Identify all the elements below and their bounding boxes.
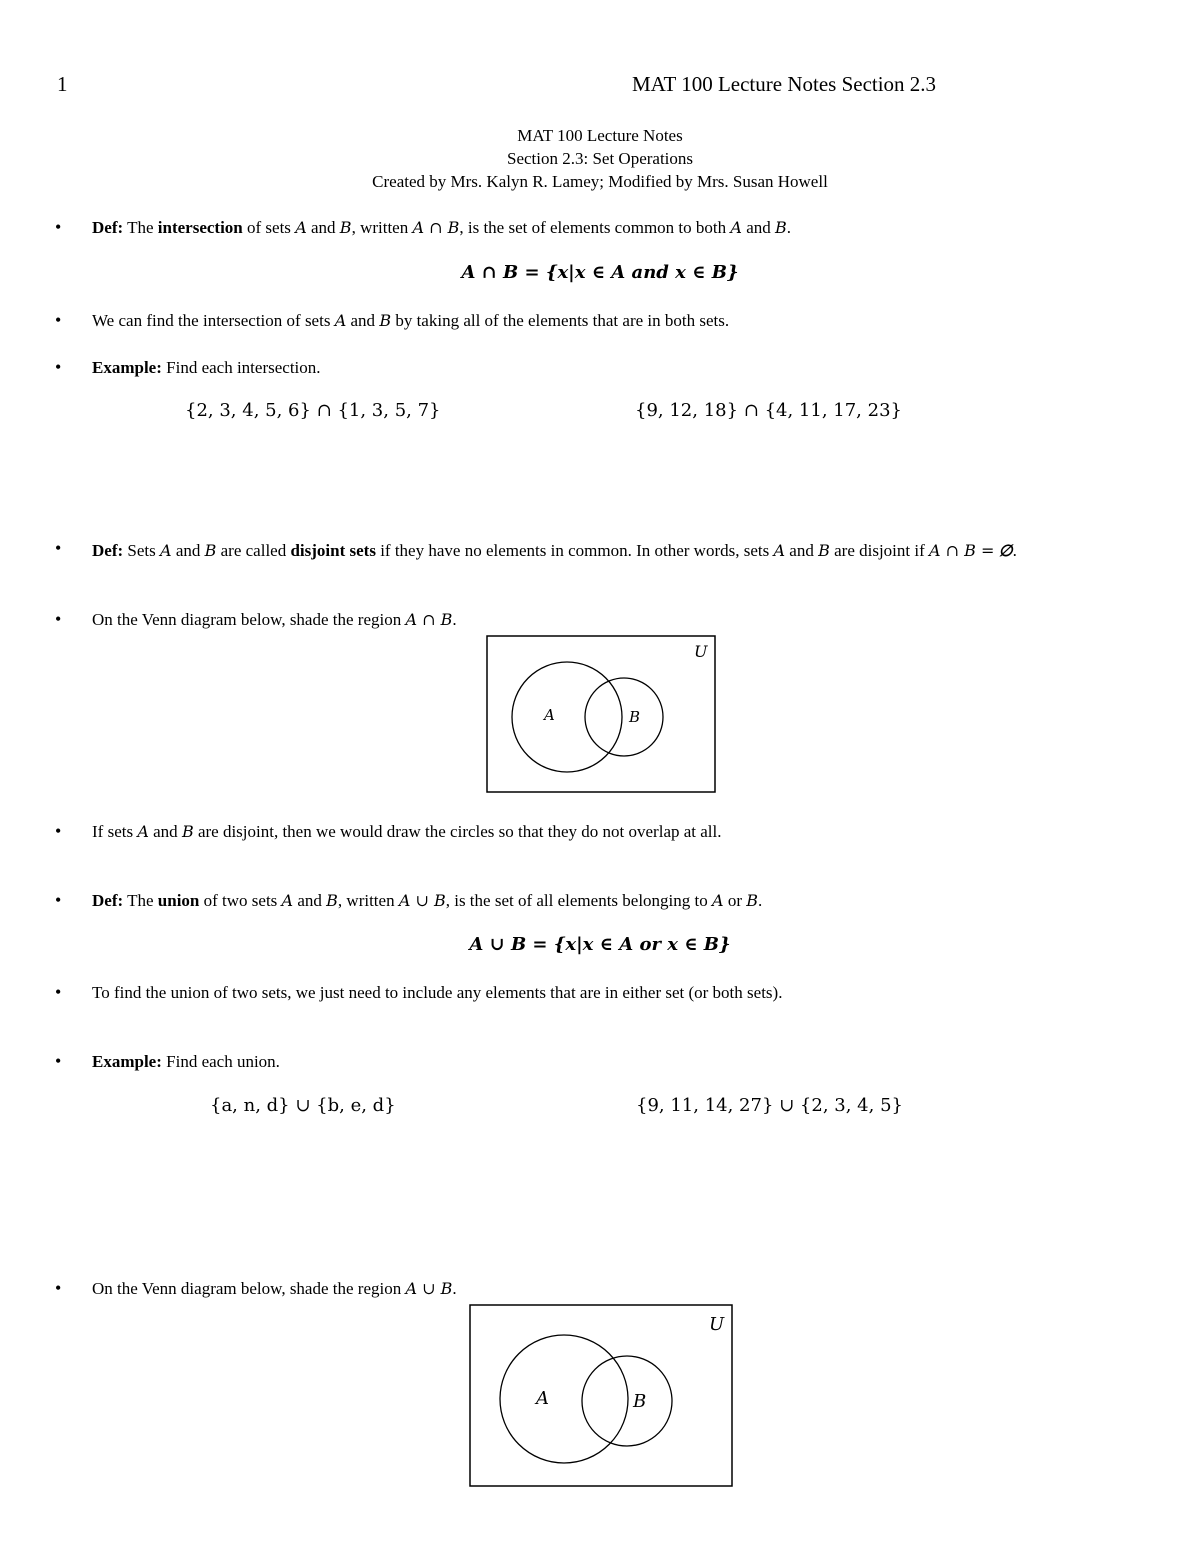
circle-b <box>585 678 663 756</box>
doc-section-title: Section 2.3: Set Operations <box>506 149 694 168</box>
disjoint-note: If sets A and B are disjoint, then we would draw the circles so that they do not overlap at all. <box>92 822 722 841</box>
universe-rectangle <box>487 636 715 792</box>
venn-diagram-union <box>469 1304 735 1489</box>
intersection-problem-2: {9, 12, 18} ∩ {4, 11, 17, 23} <box>635 400 902 421</box>
bullet: • <box>55 1278 62 1298</box>
venn-intersection-prompt: On the Venn diagram below, shade the region A ∩ B. <box>92 610 457 629</box>
circle-a <box>500 1335 628 1463</box>
universe-label: U <box>709 1314 725 1335</box>
intersection-definition: Def: The intersection of sets A and B, written A ∩ B, is the set of elements common to both A and B. <box>92 218 791 237</box>
bullet: • <box>55 538 62 558</box>
universe-rectangle <box>470 1305 732 1486</box>
bullet: • <box>55 890 62 910</box>
bullet: • <box>55 821 62 841</box>
example-union-heading: Example: Find each union. <box>92 1052 280 1071</box>
bullet: • <box>55 217 62 237</box>
intersection-howto: We can find the intersection of sets A and B by taking all of the elements that are in both sets. <box>92 311 730 330</box>
union-problem-2: {9, 11, 14, 27} ∪ {2, 3, 4, 5} <box>636 1095 903 1116</box>
venn-union-prompt: On the Venn diagram below, shade the region A ∪ B. <box>92 1279 457 1298</box>
bullet: • <box>55 310 62 330</box>
union-problem-1: {a, n, d} ∪ {b, e, d} <box>210 1095 396 1116</box>
union-definition: Def: The union of two sets A and B, written A ∪ B, is the set of all elements belonging to A or B. <box>92 891 763 910</box>
doc-title: MAT 100 Lecture Notes <box>517 126 683 145</box>
universe-label: U <box>694 642 708 661</box>
disjoint-definition: Def: Sets A and B are called disjoint sets if they have no elements in common. In other words, sets A and B are disjoint if A ∩ B = ∅. <box>92 541 1017 560</box>
bullet: • <box>55 982 62 1002</box>
doc-credits: Created by Mrs. Kalyn R. Lamey; Modified by Mrs. Susan Howell <box>372 172 828 191</box>
circle-a <box>512 662 622 772</box>
example-intersection-heading: Example: Find each intersection. <box>92 358 321 377</box>
circle-b <box>582 1356 672 1446</box>
union-formula: A ∪ B = {x|x ∈ A or x ∈ B} <box>469 934 731 955</box>
set-a-label: A <box>544 706 555 724</box>
set-a-label: A <box>536 1388 549 1409</box>
running-title: MAT 100 Lecture Notes Section 2.3 <box>632 72 937 96</box>
bullet: • <box>55 357 62 377</box>
set-b-label: B <box>629 708 641 726</box>
intersection-problem-1: {2, 3, 4, 5, 6} ∩ {1, 3, 5, 7} <box>185 400 441 421</box>
bullet: • <box>55 1051 62 1071</box>
intersection-formula: A ∩ B = {x|x ∈ A and x ∈ B} <box>461 262 739 283</box>
page-number: 1 <box>57 72 68 96</box>
bullet: • <box>55 609 62 629</box>
set-b-label: B <box>633 1391 647 1412</box>
union-howto: To find the union of two sets, we just need to include any elements that are in either set (or both sets). <box>92 983 783 1002</box>
venn-diagram-intersection <box>486 635 718 795</box>
